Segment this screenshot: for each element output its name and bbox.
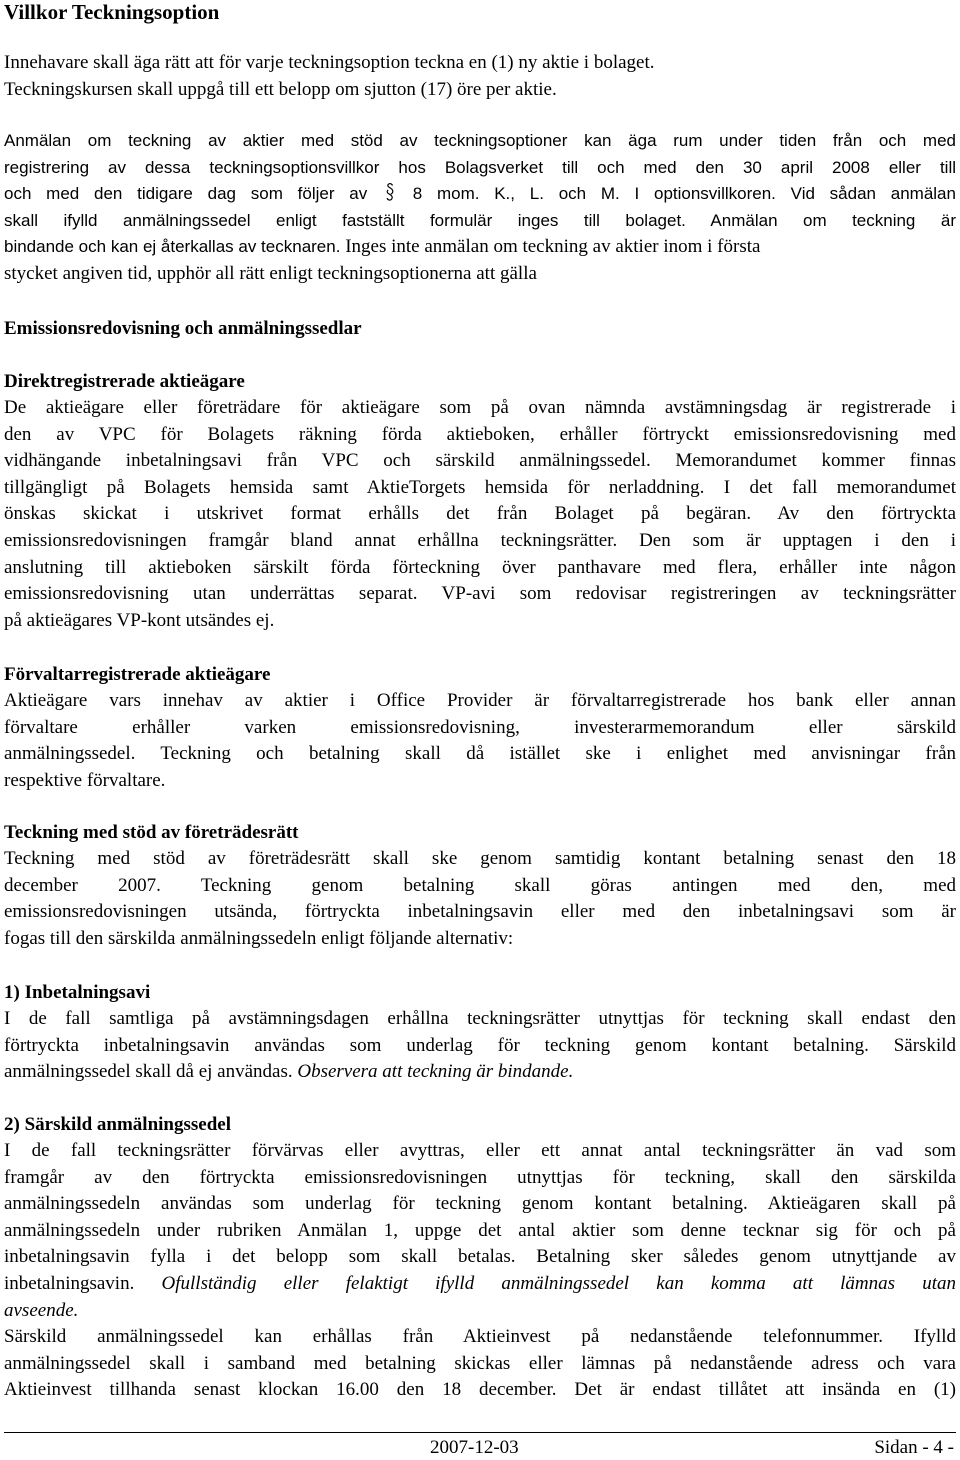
intro-line-2: Teckningskursen skall uppgå till ett belopp om sjutton (17) öre per aktie. [4,78,557,100]
anmalan-line-3 [4,181,956,208]
direkt-line: önskas skickat i utskrivet format erhålls det från Bolaget på begäran. Av den förtryckta [4,503,956,525]
direkt-line: De aktieägare eller företrädare för aktieägare som på ovan nämnda avstämningsdag är registrerade i [4,397,956,418]
alt2-line: inbetalningsavin fylla i det belopp som skall betalas. Betalning sker således genom utnyttjande av [4,1246,956,1268]
anmalan-line-6: stycket angiven tid, upphör all rätt enligt teckningsoptionerna att gälla [4,262,537,284]
alt1-paragraph [4,1006,956,1086]
alt2-last-italic-2: avseende. [4,1299,79,1321]
foretrade-line: Teckning med stöd av företrädesrätt skall ske genom samtidig kontant betalning senast den 18 [4,848,956,869]
anmalan-line-3b: 8 mom. K., L. och M. I optionsvillkoren. [412,184,776,204]
foretrade-line: december 2007. Teckning genom betalning skall göras antingen med den, med [4,874,956,896]
forvaltar-line: förvaltare erhåller varken emissionsredovisning, investerarmemorandum eller särskild [4,716,956,738]
footer-date: 2007-12-03 [430,1437,519,1458]
intro-line-1: Innehavare skall äga rätt att för varje teckningsoption teckna en (1) ny aktie i bolaget. [4,52,655,73]
alt2-extra-line: Aktieinvest tillhanda senast klockan 16.00 den 18 december. Det är endast tillåtet att insända en (1) [4,1379,956,1401]
forvaltar-heading: Förvaltarregistrerade aktieägare [4,664,271,685]
emission-heading: Emissionsredovisning och anmälningssedlar [4,318,362,339]
footer-divider [4,1432,956,1433]
alt1-last-line [4,1059,956,1086]
intro-paragraph [4,50,956,103]
alt2-last-italic: Ofullständig eller felaktigt ifylld anmälningssedel kan komma att lämnas utan [161,1272,957,1294]
anmalan-line-5 [4,234,956,261]
page-title: Villkor Teckningsoption [4,0,220,24]
alt2-line: anmälningssedeln användas som underlag för teckning genom kontant betalning. Aktieägaren skall på [4,1193,956,1215]
forvaltar-line: anmälningssedel. Teckning och betalning skall då istället ske i enlighet med anvisningar från [4,743,956,765]
alt2-line: framgår av den förtryckta emissionsredovisningen utnyttjas för teckning, skall den särskilda [4,1166,956,1188]
alt2-paragraph [4,1138,956,1404]
anmalan-line-2: registrering av dessa teckningsoptionsvillkor hos Bolagsverket till och med den 30 april 2008 eller till [4,157,956,177]
alt2-last-plain: inbetalningsavin. [4,1272,135,1294]
direkt-line: emissionsredovisningen framgår bland annat erhållna teckningsrätter. Den som är upptagen i den i [4,529,956,551]
anmalan-line-4 [4,208,956,235]
alt2-extra-line: Särskild anmälningssedel kan erhållas från Aktieinvest på nedanstående telefonnummer. Ifylld [4,1326,956,1348]
forvaltar-line: respektive förvaltare. [4,769,166,791]
direkt-line: anslutning till aktieboken särskilt förda förteckning över panthavare med flera, erhåller inte någon [4,556,956,578]
anmalan-line-5b: Inges inte anmälan om teckning av aktier inom i första [345,236,761,258]
alt2-italic-line [4,1271,956,1298]
forvaltar-line: Aktieägare vars innehav av aktier i Office Provider är förvaltarregistrerade hos bank eller annan [4,690,956,711]
forvaltar-paragraph [4,688,956,794]
direkt-line: den av VPC för Bolagets räkning förda aktieboken, erhåller förtryckt emissionsredovisning med [4,423,956,445]
section-sign-icon [385,182,395,202]
foretrade-line: fogas till den särskilda anmälningssedeln enligt följande alternativ: [4,927,514,949]
direkt-line: vidhängande inbetalningsavi från VPC och särskild anmälningssedel. Memorandumet kommer finnas [4,450,956,472]
alt2-line: anmälningssedeln under rubriken Anmälan 1, uppge det antal aktier som denne tecknar sig för och på [4,1219,956,1241]
anmalan-line-4a: skall ifylld anmälningssedel enligt fastställt formulär inges till bolaget. [4,210,686,230]
anmalan-paragraph [4,128,956,288]
alt1-last-italic: Observera att teckning är bindande. [297,1061,574,1083]
anmalan-line-1: Anmälan om teckning av aktier med stöd av teckningsoptioner kan äga rum under tiden från och med [4,131,956,150]
alt2-extra-line: anmälningssedel skall i samband med betalning skickas eller lämnas på nedanstående adress och vara [4,1352,956,1374]
anmalan-line-3c: Vid sådan anmälan [790,184,956,204]
alt2-heading: 2) Särskild anmälningssedel [4,1114,231,1135]
direkt-line: emissionsredovisning utan underrättas separat. VP-avi som redovisar registreringen av teckningsrätter [4,583,956,605]
alt1-heading: 1) Inbetalningsavi [4,982,151,1003]
direkt-line: tillgängligt på Bolagets hemsida samt AktieTorgets hemsida för nerladdning. I det fall memorandumet [4,476,956,498]
foretrade-line: emissionsredovisningen utsända, förtryckta inbetalningsavin eller med den inbetalningsavi som är [4,901,956,923]
alt1-line: I de fall samtliga på avstämningsdagen erhållna teckningsrätter utnyttjas för teckning skall endast den [4,1008,956,1029]
anmalan-line-3a: och med den tidigare dag som följer av [4,184,368,204]
alt2-line: I de fall teckningsrätter förvärvas eller avyttras, eller ett annat antal teckningsrätter än vad som [4,1140,956,1161]
foretrade-heading: Teckning med stöd av företrädesrätt [4,822,299,843]
footer-page-number: Sidan - 4 - [874,1437,954,1458]
direkt-heading: Direktregistrerade aktieägare [4,371,245,392]
alt1-line: förtryckta inbetalningsavin användas som underlag för teckning genom kontant betalning. Särskild [4,1034,956,1056]
anmalan-line-5a: bindande och kan ej återkallas av tecknaren. [4,237,341,257]
direkt-paragraph [4,395,956,634]
foretrade-paragraph [4,846,956,952]
alt1-last-plain: anmälningssedel skall då ej användas. [4,1061,293,1083]
direkt-line: på aktieägares VP-kont utsändes ej. [4,609,275,631]
anmalan-line-4b: Anmälan om teckning är [710,210,956,230]
